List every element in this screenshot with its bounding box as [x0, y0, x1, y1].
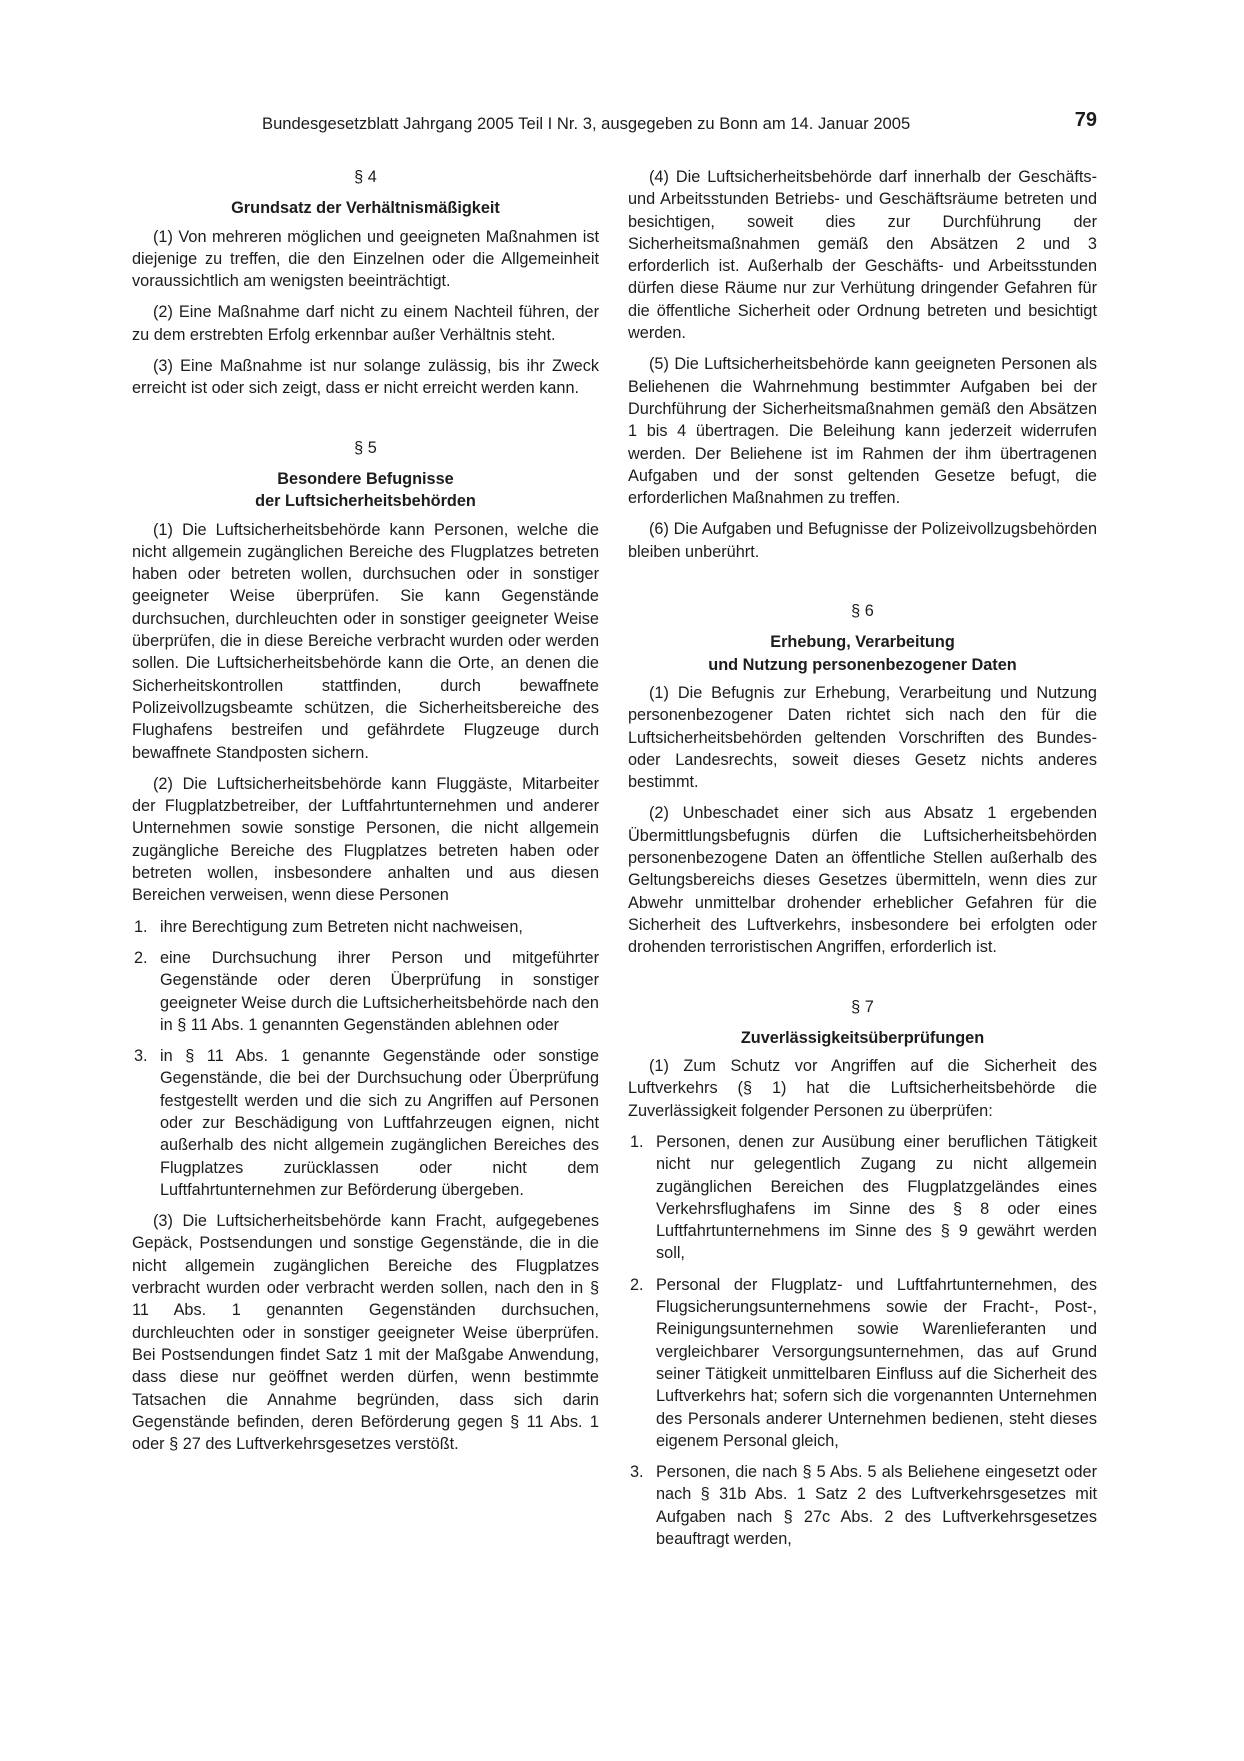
section-5-number: § 5 — [354, 438, 377, 457]
section-7-number: § 7 — [851, 997, 874, 1016]
list-item-text: Personen, denen zur Ausübung einer beruflichen Tätigkeit nicht nur gelegentlich Zugang zu nicht allgemein zugänglichen Bereichen des Flugplatzgeländes eines Verkehrsflughafens im Sinne des § 8 oder eines Luftfahrtunternehmens im Sinne des § 9 gewährt werden soll, — [656, 1132, 1097, 1263]
section-6-paragraph-1: (1) Die Befugnis zur Erhebung, Verarbeitung und Nutzung personenbezogener Daten richtet sich nach den für die Luftsicherheitsbehörden geltenden Vorschriften des Bundes- oder Landesrechts, soweit dieses Gesetz nichts anderes bestimmt. — [628, 683, 1097, 792]
list-item — [628, 1131, 1097, 1265]
list-item — [628, 1461, 1097, 1550]
section-6-title-line-2: und Nutzung personenbezogener Daten — [708, 655, 1017, 674]
section-5-title-line-1: Besondere Befugnisse — [277, 469, 454, 488]
section-4-number: § 4 — [354, 168, 377, 186]
section-6-number: § 6 — [851, 602, 874, 621]
list-item — [132, 947, 599, 1036]
section-4-paragraph-2: (2) Eine Maßnahme darf nicht zu einem Nachteil führen, der zu dem erstrebten Erfolg erkennbar außer Verhältnis steht. — [132, 303, 599, 344]
list-item-text: in § 11 Abs. 1 genannte Gegenstände oder sonstige Gegenstände, die bei der Durchsuchung oder Überprüfung festgestellt werden und die sich zu Angriffen auf Personen oder zur Beschädigung von Luftfahrzeugen eignen, nicht außerhalb des nicht allgemein zugänglichen Bereiches des Flugplatzes zurücklassen oder nicht dem Luftfahrtunternehmen zur Beförderung übergeben. — [160, 1047, 599, 1199]
list-item — [628, 1274, 1097, 1452]
section-5-paragraph-6: (6) Die Aufgaben und Befugnisse der Polizeivollzugsbehörden bleiben unberührt. — [628, 520, 1097, 561]
list-item-text: eine Durchsuchung ihrer Person und mitgeführter Gegenstände oder deren Überprüfung in sonstiger geeigneter Weise durch die Luftsicherheitsbehörde nach den in § 11 Abs. 1 genannten Gegenständen ablehnen oder — [160, 948, 599, 1034]
page-header — [132, 110, 1097, 140]
right-column — [628, 166, 1097, 1559]
list-item-number: 1. — [630, 1132, 644, 1151]
section-5-title — [132, 468, 599, 513]
list-item — [132, 916, 599, 938]
list-item-number: 2. — [134, 948, 148, 967]
list-item-number: 3. — [630, 1463, 644, 1482]
section-4-paragraph-1: (1) Von mehreren möglichen und geeigneten Maßnahmen ist diejenige zu treffen, die den Einzelnen oder die Allgemeinheit voraussichtlich am wenigsten beeinträchtigt. — [132, 227, 599, 291]
page-number: 79 — [1074, 109, 1097, 131]
section-4-title — [132, 197, 599, 219]
running-title: Bundesgesetzblatt Jahrgang 2005 Teil I Nr. 3, ausgegeben zu Bonn am 14. Januar 2005 — [262, 114, 911, 133]
section-4-title-text: Grundsatz der Verhältnismäßigkeit — [231, 199, 500, 218]
section-7-list — [628, 1131, 1097, 1550]
section-7-title — [628, 1027, 1097, 1049]
section-5-paragraph-2: (2) Die Luftsicherheitsbehörde kann Fluggäste, Mitarbeiter der Flugplatzbetreiber, der Luftfahrtunternehmen und anderer Unternehmen sowie sonstige Personen, die nicht allgemein zugängliche Bereiche des Flugplatzes betreten haben oder betreten wollen, insbesondere anhalten und aus diesen Bereichen verweisen, wenn diese Personen — [132, 774, 599, 905]
list-item-number: 3. — [134, 1047, 148, 1066]
section-5-paragraph-5: (5) Die Luftsicherheitsbehörde kann geeigneten Personen als Beliehenen die Wahrnehmung bestimmter Aufgaben bei der Durchführung der Sicherheitsmaßnahmen gemäß den Absätzen 1 bis 4 übertragen. Die Beleihung kann jederzeit widerrufen werden. Der Beliehene ist im Rahmen der ihm übertragenen Aufgaben und der sonst geltenden Gesetze befugt, die erforderlichen Maßnahmen zu treffen. — [628, 355, 1097, 508]
section-4-paragraph-3: (3) Eine Maßnahme ist nur solange zulässig, bis ihr Zweck erreicht ist oder sich zeigt, dass er nicht erreicht werden kann. — [132, 357, 599, 398]
section-5-paragraph-4: (4) Die Luftsicherheitsbehörde darf innerhalb der Geschäfts- und Arbeitsstunden Betriebs- und Geschäftsräume betreten und besichtigen, soweit dies zur Durchführung der Sicherheitsmaßnahmen gemäß den Absätzen 2 und 3 erforderlich ist. Außerhalb der Geschäfts- und Arbeitsstunden dürfen diese Räume nur zur Verhütung dringender Gefahren für die öffentliche Sicherheit oder Ordnung betreten und besichtigt werden. — [628, 168, 1097, 343]
section-7-paragraph-1: (1) Zum Schutz vor Angriffen auf die Sicherheit des Luftverkehrs (§ 1) hat die Luftsicherheitsbehörde die Zuverlässigkeit folgender Personen zu überprüfen: — [628, 1057, 1097, 1120]
section-6-title — [628, 631, 1097, 676]
section-6-title-line-1: Erhebung, Verarbeitung — [770, 633, 955, 652]
section-5-list — [132, 916, 599, 1202]
section-7-title-text: Zuverlässigkeitsüberprüfungen — [740, 1028, 985, 1047]
section-5-paragraph-3: (3) Die Luftsicherheitsbehörde kann Fracht, aufgegebenes Gepäck, Postsendungen und sonstige Gegenstände, die in die nicht allgemein zugänglichen Bereiche des Flugplatzes verbracht wurden oder verbracht werden sollen, nach den in § 11 Abs. 1 genannten Gegenständen durchsuchen, durchleuchten oder in sonstiger geeigneter Weise überprüfen. Bei Postsendungen findet Satz 1 mit der Maßgabe Anwendung, dass diese nur geöffnet werden dürfen, wenn bestimmte Tatsachen die Annahme begründen, dass sich darin Gegenstände befinden, deren Beförderung gegen § 11 Abs. 1 oder § 27 des Luftverkehrsgesetzes verstößt. — [132, 1212, 599, 1454]
list-item-text: Personal der Flugplatz- und Luftfahrtunternehmen, des Flugsicherungsunternehmens sowie der Fracht-, Post-, Reinigungsunternehmen sowie Warenlieferanten und vergleichbarer Versorgungsunternehmen, das auf Grund seiner Tätigkeit unmittelbaren Einfluss auf die Sicherheit des Luftverkehrs hat; sofern sich die vorgenannten Unternehmen des Personals anderer Unternehmen bedienen, steht dieses eigenem Personal gleich, — [656, 1275, 1097, 1450]
list-item-text: Personen, die nach § 5 Abs. 5 als Beliehene eingesetzt oder nach § 31b Abs. 1 Satz 2 des Luftverkehrsgesetzes mit Aufgaben nach § 27c Abs. 2 des Luftverkehrsgesetzes beauftragt werden, — [656, 1463, 1097, 1549]
section-5-title-line-2: der Luftsicherheitsbehörden — [255, 492, 476, 511]
section-5-paragraph-1: (1) Die Luftsicherheitsbehörde kann Personen, welche die nicht allgemein zugänglichen Bereiche des Flugplatzes betreten haben oder betreten wollen, durchsuchen oder in sonstiger geeigneter Weise überprüfen. Sie kann Gegenstände durchsuchen, durchleuchten oder in sonstiger geeigneter Weise überprüfen, die in diese Bereiche verbracht wurden oder werden sollen. Die Luftsicherheitsbehörde kann die Orte, an denen die Sicherheitskontrollen stattfinden, durch bewaffnete Polizeivollzugsbeamte schützen, die Sicherheitsbereiche des Flughafens bestreifen und gefährdete Flugzeuge durch bewaffnete Standposten sichern. — [132, 520, 599, 762]
left-column — [132, 166, 599, 1464]
list-item — [132, 1045, 599, 1201]
list-item-number: 2. — [630, 1275, 644, 1294]
list-item-number: 1. — [134, 917, 148, 936]
section-6-paragraph-2: (2) Unbeschadet einer sich aus Absatz 1 ergebenden Übermittlungsbefugnis dürfen die Luftsicherheitsbehörden personenbezogene Daten an öffentliche Stellen außerhalb des Geltungsbereichs dieses Gesetzes übermitteln, wenn dies zur Abwehr unmittelbar drohender erheblicher Gefahren für die Sicherheit des Luftverkehrs, insbesondere bei erfolgten oder drohenden terroristischen Angriffen, erforderlich ist. — [628, 804, 1097, 957]
list-item-text: ihre Berechtigung zum Betreten nicht nachweisen, — [160, 917, 523, 936]
